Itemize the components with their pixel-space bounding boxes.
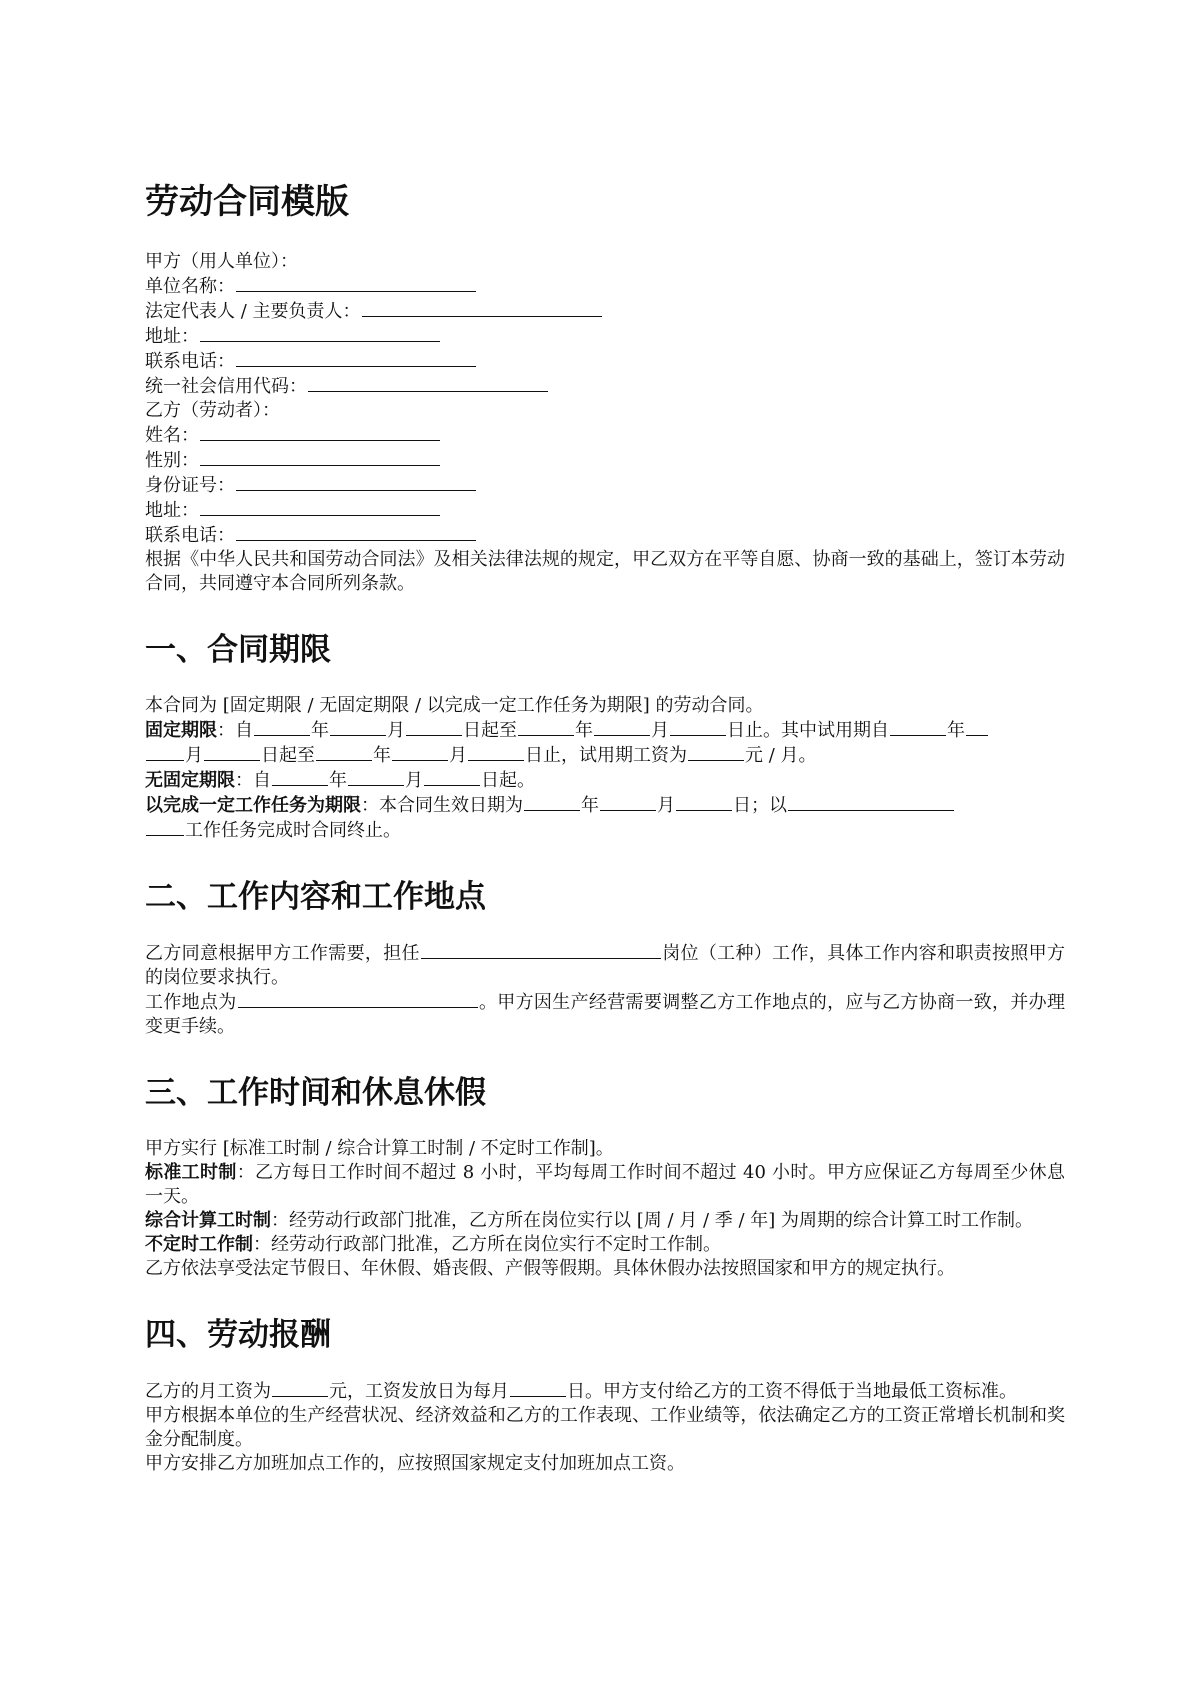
clause-text: 工作任务完成时合同终止。 [185, 820, 401, 841]
party-b-phone-row [145, 523, 1065, 548]
fill-in-blank[interactable] [421, 941, 661, 959]
fill-in-blank[interactable] [238, 990, 478, 1008]
fill-in-blank[interactable] [204, 743, 260, 761]
clause-text: 。甲方因生产经营需要调整乙方工作地点的，应与乙方协商一致，并办理变更手续。 [145, 992, 1065, 1037]
fill-in-blank[interactable] [330, 718, 386, 736]
party-a-heading: 甲方（用人单位）： [145, 251, 298, 272]
flexible-hours-clause [145, 1233, 1065, 1257]
fill-in-blank[interactable] [254, 718, 310, 736]
clause-label: 固定期限 [145, 720, 217, 741]
fill-in-blank[interactable] [600, 793, 656, 811]
clause-text: ：经劳动行政部门批准，乙方所在岗位实行以 [周 / 月 / 季 / 年] 为周期的综合计算工时工作制。 [271, 1210, 1034, 1231]
field-label: 统一社会信用代码： [145, 376, 307, 397]
fill-in-blank[interactable] [146, 818, 184, 836]
clause-label: 以完成一定工作任务为期限 [145, 795, 361, 816]
clause-text: 工作地点为 [145, 992, 237, 1013]
clause-text: ：本合同生效日期为 [361, 795, 523, 816]
fill-in-blank[interactable] [670, 718, 726, 736]
fill-in-blank[interactable] [200, 423, 440, 441]
fill-in-blank[interactable] [518, 718, 574, 736]
clause-text: ：乙方每日工作时间不超过 8 小时，平均每周工作时间不超过 40 小时。甲方应保证乙方每周至少休息一天。 [145, 1162, 1066, 1207]
fill-in-blank[interactable] [392, 743, 448, 761]
month-label: 月 [387, 720, 405, 741]
year-label: 年 [947, 720, 965, 741]
fill-in-blank[interactable] [146, 743, 184, 761]
year-label: 年 [373, 745, 391, 766]
section-1-heading: 一、合同期限 [145, 632, 331, 668]
fill-in-blank[interactable] [236, 349, 476, 367]
field-label: 姓名： [145, 425, 199, 446]
field-label: 身份证号： [145, 475, 235, 496]
party-b-name-row [145, 423, 1065, 448]
field-label: 性别： [145, 450, 199, 471]
section-3-heading: 三、工作时间和休息休假 [145, 1075, 486, 1111]
field-label: 单位名称： [145, 276, 235, 297]
month-label: 月 [657, 795, 675, 816]
month-label: 月 [185, 745, 203, 766]
fill-in-blank[interactable] [200, 498, 440, 516]
party-a-phone-row [145, 349, 1065, 374]
open-term-clause [145, 768, 1065, 793]
clause-text: 日起至 [463, 720, 517, 741]
section-1-paragraph: 本合同为 [固定期限 / 无固定期限 / 以完成一定工作任务为期限] 的劳动合同。 [145, 695, 764, 716]
fill-in-blank[interactable] [890, 718, 946, 736]
salary-growth-paragraph: 甲方根据本单位的生产经营状况、经济效益和乙方的工作表现、工作业绩等，依法确定乙方的工资正常增长机制和奖金分配制度。 [145, 1405, 1065, 1450]
fill-in-blank[interactable] [688, 743, 744, 761]
clause-text: 日；以 [733, 795, 787, 816]
clause-label: 不定时工作制 [145, 1234, 253, 1255]
fill-in-blank[interactable] [406, 718, 462, 736]
clause-text: ：自 [217, 720, 253, 741]
fill-in-blank[interactable] [272, 1379, 328, 1397]
field-label: 地址： [145, 326, 199, 347]
section-2-heading: 二、工作内容和工作地点 [145, 879, 486, 915]
clause-text: 日起。 [481, 770, 535, 791]
section-3-paragraph: 甲方实行 [标准工时制 / 综合计算工时制 / 不定时工作制]。 [145, 1138, 614, 1159]
fill-in-blank[interactable] [200, 324, 440, 342]
page-title: 劳动合同模版 [145, 182, 349, 222]
party-a-legal-rep-row [145, 299, 1065, 324]
fill-in-blank[interactable] [510, 1379, 566, 1397]
fill-in-blank[interactable] [966, 718, 988, 736]
month-label: 月 [651, 720, 669, 741]
clause-text: 元，工资发放日为每月 [329, 1381, 509, 1402]
job-position-paragraph [145, 941, 1065, 990]
fill-in-blank[interactable] [236, 473, 476, 491]
field-label: 联系电话： [145, 525, 235, 546]
fill-in-blank[interactable] [524, 793, 580, 811]
fixed-term-clause [145, 718, 1065, 768]
fill-in-blank[interactable] [594, 718, 650, 736]
intro-paragraph: 根据《中华人民共和国劳动合同法》及相关法律法规的规定，甲乙双方在平等自愿、协商一致的基础上，签订本劳动合同，共同遵守本合同所列条款。 [145, 549, 1065, 594]
fill-in-blank[interactable] [200, 448, 440, 466]
clause-text: 日起至 [261, 745, 315, 766]
fill-in-blank[interactable] [236, 274, 476, 292]
party-a-credit-code-row [145, 374, 1065, 399]
party-b-heading: 乙方（劳动者）： [145, 400, 280, 421]
year-label: 年 [311, 720, 329, 741]
fill-in-blank[interactable] [362, 299, 602, 317]
party-b-address-row [145, 498, 1065, 523]
clause-text: 日止。其中试用期自 [727, 720, 889, 741]
year-label: 年 [329, 770, 347, 791]
standard-hours-clause [145, 1161, 1065, 1209]
clause-text: 乙方的月工资为 [145, 1381, 271, 1402]
fill-in-blank[interactable] [316, 743, 372, 761]
year-label: 年 [581, 795, 599, 816]
party-b-gender-row [145, 448, 1065, 473]
clause-text: 元 / 月。 [745, 745, 817, 766]
fill-in-blank[interactable] [236, 523, 476, 541]
fill-in-blank[interactable] [468, 743, 524, 761]
field-label: 地址： [145, 500, 199, 521]
contract-document [145, 180, 1065, 1476]
clause-label: 综合计算工时制 [145, 1210, 271, 1231]
party-a-address-row [145, 324, 1065, 349]
clause-label: 无固定期限 [145, 770, 235, 791]
section-4-heading: 四、劳动报酬 [145, 1317, 331, 1353]
fill-in-blank[interactable] [348, 768, 404, 786]
salary-paragraph [145, 1379, 1065, 1404]
clause-text: ：自 [235, 770, 271, 791]
work-location-paragraph [145, 990, 1065, 1039]
clause-label: 标准工时制 [145, 1162, 237, 1183]
field-label: 法定代表人 / 主要负责人： [145, 301, 361, 322]
comprehensive-hours-clause [145, 1209, 1065, 1233]
fill-in-blank[interactable] [308, 374, 548, 392]
clause-text: 乙方同意根据甲方工作需要，担任 [145, 943, 420, 964]
party-b-id-row [145, 473, 1065, 498]
fill-in-blank[interactable] [272, 768, 328, 786]
party-a-company-name-row [145, 274, 1065, 299]
clause-text: 岗位（工种）工作，具体工作内容和职责按照甲方的岗位要求执行。 [145, 943, 1066, 988]
year-label: 年 [575, 720, 593, 741]
month-label: 月 [405, 770, 423, 791]
clause-text: ：经劳动行政部门批准，乙方所在岗位实行不定时工作制。 [253, 1234, 721, 1255]
clause-text: 日止，试用期工资为 [525, 745, 687, 766]
fill-in-blank[interactable] [424, 768, 480, 786]
task-term-clause [145, 793, 1065, 843]
fill-in-blank[interactable] [676, 793, 732, 811]
holiday-paragraph: 乙方依法享受法定节假日、年休假、婚丧假、产假等假期。具体休假办法按照国家和甲方的规定执行。 [145, 1258, 955, 1279]
month-label: 月 [449, 745, 467, 766]
overtime-pay-paragraph: 甲方安排乙方加班加点工作的，应按照国家规定支付加班加点工资。 [145, 1453, 685, 1474]
clause-text: 日。甲方支付给乙方的工资不得低于当地最低工资标准。 [567, 1381, 1017, 1402]
field-label: 联系电话： [145, 351, 235, 372]
fill-in-blank[interactable] [788, 793, 954, 811]
